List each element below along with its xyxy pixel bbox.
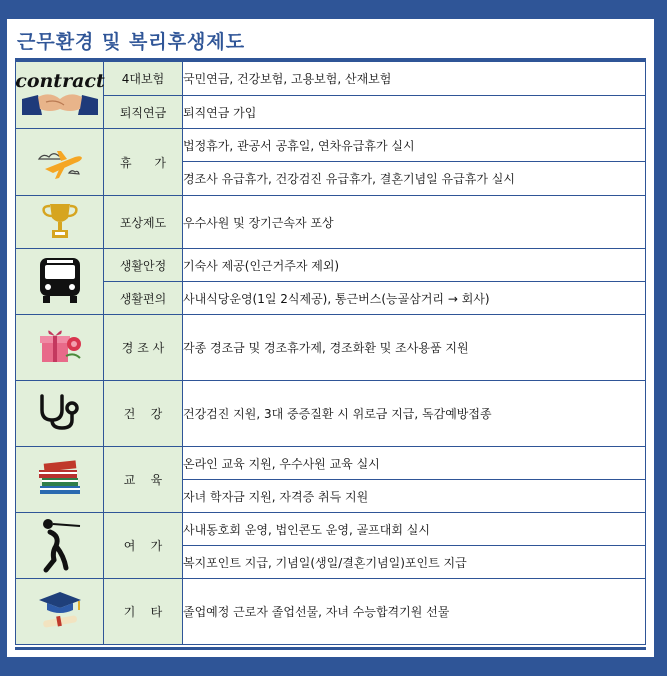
category-label: 기 타 [104, 579, 183, 645]
golfer-icon [36, 516, 84, 575]
bus-icon [37, 256, 83, 307]
icon-cell [16, 196, 104, 249]
gift-flower-icon [36, 326, 84, 369]
category-label: 퇴직연금 [104, 96, 183, 129]
benefit-detail: 사내식당운영(1일 2식제공), 통근버스(능골삼거리 → 회사) [183, 282, 646, 315]
svg-text:contract: contract [14, 69, 105, 92]
icon-cell [16, 129, 104, 196]
benefits-card [7, 19, 654, 657]
graduation-cap-icon [35, 590, 85, 633]
benefit-detail: 우수사원 및 장기근속자 포상 [183, 196, 646, 249]
books-icon [36, 458, 84, 501]
table-row [16, 96, 646, 129]
icon-cell [16, 579, 104, 645]
table-row [16, 62, 646, 96]
contract-handshake-icon [14, 69, 105, 122]
icon-cell [16, 513, 104, 579]
category-label: 생활안정 [104, 249, 183, 282]
bottom-divider [15, 647, 646, 650]
icon-cell [16, 447, 104, 513]
trophy-icon [40, 200, 80, 245]
page-title: 근무환경 및 복리후생제도 [17, 31, 246, 53]
benefits-table [15, 61, 646, 645]
table-row [16, 282, 646, 315]
icon-cell [16, 381, 104, 447]
benefit-detail: 사내동호회 운영, 법인콘도 운영, 골프대회 실시 [183, 513, 646, 546]
category-label: 경 조 사 [104, 315, 183, 381]
airplane-icon [35, 139, 85, 186]
icon-cell [16, 315, 104, 381]
table-row [16, 447, 646, 480]
benefit-detail: 국민연금, 건강보험, 고용보험, 산재보험 [183, 62, 646, 96]
category-label: 휴 가 [104, 129, 183, 196]
icon-cell [16, 249, 104, 315]
benefit-detail: 건강검진 지원, 3대 중증질환 시 위로금 지급, 독감예방접종 [183, 381, 646, 447]
table-row [16, 196, 646, 249]
table-row [16, 249, 646, 282]
table-row [16, 381, 646, 447]
table-row [16, 129, 646, 162]
category-label: 4대보험 [104, 62, 183, 96]
icon-cell [16, 62, 104, 129]
benefit-detail: 퇴직연금 가입 [183, 96, 646, 129]
benefit-detail: 온라인 교육 지원, 우수사원 교육 실시 [183, 447, 646, 480]
category-label: 포상제도 [104, 196, 183, 249]
benefit-detail: 각종 경조금 및 경조휴가제, 경조화환 및 조사용품 지원 [183, 315, 646, 381]
category-label: 여 가 [104, 513, 183, 579]
benefit-detail: 법정휴가, 관공서 공휴일, 연차유급휴가 실시 [183, 129, 646, 162]
benefit-detail: 복지포인트 지급, 기념일(생일/결혼기념일)포인트 지급 [183, 546, 646, 579]
table-row [16, 315, 646, 381]
benefit-detail: 자녀 학자금 지원, 자격증 취득 지원 [183, 480, 646, 513]
benefit-detail: 기숙사 제공(인근거주자 제외) [183, 249, 646, 282]
benefit-detail: 경조사 유급휴가, 건강검진 유급휴가, 결혼기념일 유급휴가 실시 [183, 162, 646, 196]
stethoscope-icon [36, 392, 84, 435]
table-row [16, 513, 646, 546]
category-label: 생활편의 [104, 282, 183, 315]
benefit-detail: 졸업예정 근로자 졸업선물, 자녀 수능합격기원 선물 [183, 579, 646, 645]
category-label: 교 육 [104, 447, 183, 513]
category-label: 건 강 [104, 381, 183, 447]
table-row [16, 579, 646, 645]
